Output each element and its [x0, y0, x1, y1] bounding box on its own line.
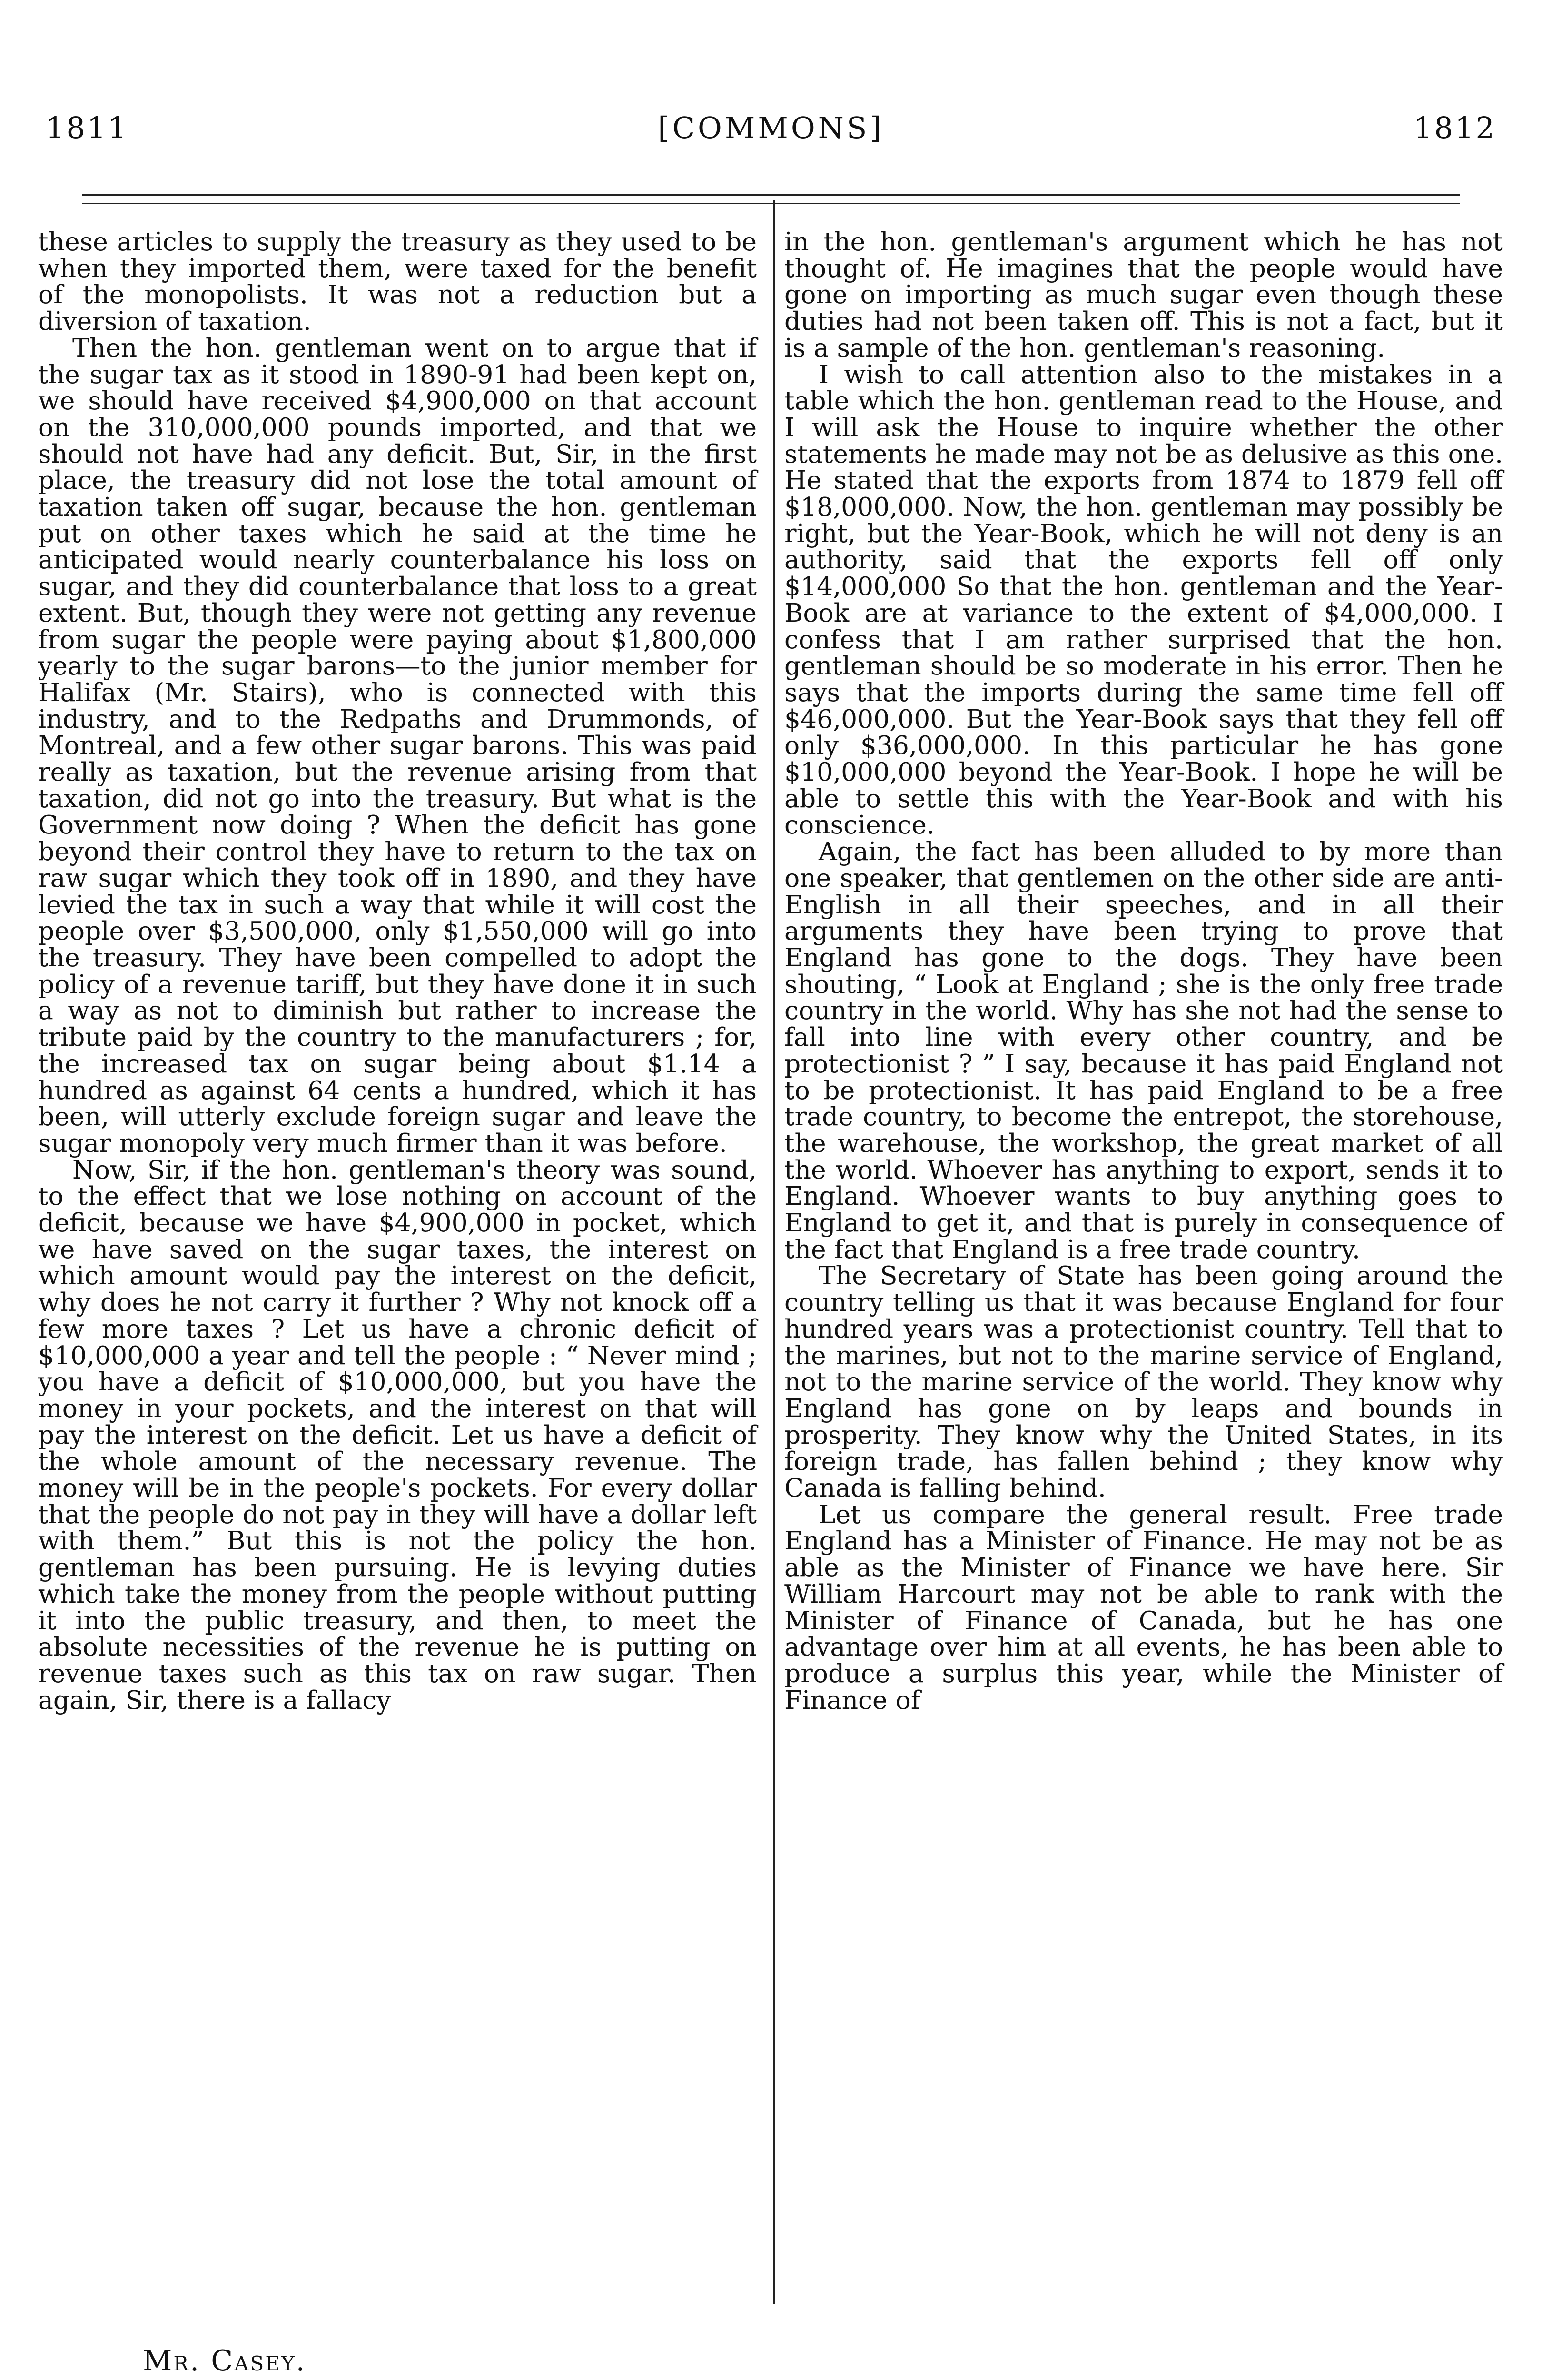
left-column	[38, 228, 757, 1713]
paragraph: Let us compare the general result. Free trade England has a Minister of Finance. He may not be as able as the Minister of Finance we have here. Sir William Harcourt may not be able to rank with the Minister of Finance of Canada, but he has one advantage over him at all events, he has been able to produce a surplus this year, while the Minister of Finance of	[784, 1499, 1503, 1715]
paragraph: I wish to call attention also to the mistakes in a table which the hon. gentleman read to the House, and I will ask the House to inquire whether the other statements he made may not be as delusive as this one. He stated that the exports from 1874 to 1879 fell off $18,000,000. Now, the hon. gentleman may possibly be right, but the Year-Book, which he will not deny is an authority, said that the exports fell off only $14,000,000 So that the hon. gentleman and the Year-Book are at variance to the extent of $4,000,000. I confess that I am rather surprised that the hon. gentleman should be so moderate in his error. Then he says that the imports during the same time fell off $46,000,000. But the Year-Book says that they fell off only $36,000,000. In this particular he has gone $10,000,000 beyond the Year-Book. I hope he will be able to settle this with the Year-Book and with his conscience.	[784, 359, 1503, 840]
paragraph: Then the hon. gentleman went on to argue that if the sugar tax as it stood in 1890-91 had been kept on, we should have received $4,900,000 on that account on the 310,000,000 pounds imported, and that we should not have had any deficit. But, Sir, in the first place, the treasury did not lose the total amount of taxation taken off sugar, because the hon. gentleman put on other taxes which he said at the time he anticipated would nearly counterbalance his loss on sugar, and they did counterbalance that loss to a great extent. But, though they were not getting any revenue from sugar the people were paying about $1,800,000 yearly to the sugar barons—to the junior member for Halifax (Mr. Stairs), who is connected with this industry, and to the Redpaths and Drummonds, of Montreal, and a few other sugar barons. This was paid really as taxation, but the revenue arising from that taxation, did not go into the treasury. But what is the Government now doing ? When the deficit has gone beyond their control they have to return to the tax on raw sugar which they took off in 1890, and they have levied the tax in such a way that while it will cost the people over $3,500,000, only $1,550,000 will go into the treasury. They have been compelled to adopt the policy of a revenue tariff, but they have done it in such a way as not to diminish but rather to increase the tribute paid by the country to the manufacturers ; for, the increased tax on sugar being about $1.14 a hundred as against 64 cents a hundred, which it has been, will utterly exclude foreign sugar and leave the sugar monopoly very much firmer than it was before.	[38, 332, 757, 1158]
paragraph: in the hon. gentleman's argument which he has not thought of. He imagines that the people would have gone on importing as much sugar even though these duties had not been taken off. This is not a fact, but it is a sample of the hon. gentleman's reasoning.	[784, 227, 1503, 363]
paragraph: The Secretary of State has been going around the country telling us that it was because England for four hundred years was a protectionist country. Tell that to the marines, but not to the marine service of England, not to the marine service of the world. They know why England has gone on by leaps and bounds in prosperity. They know why the United States, in its foreign trade, has fallen behind ; they know why Canada is falling behind.	[784, 1260, 1503, 1503]
header-rule-bottom	[82, 203, 1460, 204]
speaker-footer: Mr. Casey.	[143, 2344, 306, 2378]
paragraph: Now, Sir, if the hon. gentleman's theory was sound, to the effect that we lose nothing on account of the deficit, because we have $4,900,000 in pocket, which we have saved on the sugar taxes, the interest on which amount would pay the interest on the deficit, why does he not carry it further ? Why not knock off a few more taxes ? Let us have a chronic deficit of $10,000,000 a year and tell the people : “ Never mind ; you have a deficit of $10,000,000, but you have the money in your pockets, and the interest on that will pay the interest on the deficit. Let us have a deficit of the whole amount of the necessary revenue. The money will be in the people's pockets. For every dollar that the people do not pay in they will have a dollar left with them.” But this is not the policy the hon. gentleman has been pursuing. He is levying duties which take the money from the people without putting it into the public treasury, and then, to meet the absolute necessities of the revenue he is putting on revenue taxes such as this tax on raw sugar. Then again, Sir, there is a fallacy	[38, 1154, 757, 1715]
page-header	[0, 110, 1542, 163]
right-column	[784, 228, 1503, 1713]
page-number-left: 1811	[46, 110, 128, 145]
paragraph: these articles to supply the treasury as they used to be when they imported them, were taxed for the benefit of the monopolists. It was not a reduction but a diversion of taxation.	[38, 227, 757, 337]
running-title: [COMMONS]	[658, 110, 884, 145]
page-number-right: 1812	[1414, 110, 1496, 145]
column-divider	[773, 200, 775, 2304]
header-rule-top	[82, 194, 1460, 196]
paragraph: Again, the fact has been alluded to by more than one speaker, that gentlemen on the other side are anti-English in all their speeches, and in all their arguments they have been trying to prove that England has gone to the dogs. They have been shouting, “ Look at England ; she is the only free trade country in the world. Why has she not had the sense to fall into line with every other country, and be protectionist ? ” I say, because it has paid England not to be protectionist. It has paid England to be a free trade country, to become the entrepot, the storehouse, the warehouse, the workshop, the great market of all the world. Whoever has anything to export, sends it to England. Whoever wants to buy anything goes to England to get it, and that is purely in consequence of the fact that England is a free trade country.	[784, 836, 1503, 1264]
